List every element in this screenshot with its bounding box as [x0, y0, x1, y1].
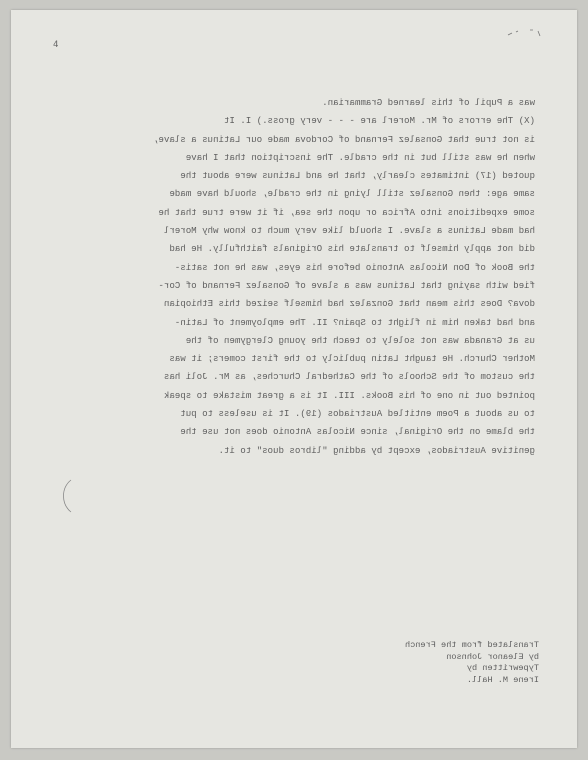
mirrored-body-text [73, 94, 535, 460]
text-line: the custom of the Schools of the Cathedral Churches, as Mr. Joli has [163, 371, 535, 383]
text-line: when he was still but in the cradle. The inscription that I have [185, 151, 535, 163]
bleed-through-stamp [141, 545, 451, 625]
text-line: dova? Does this mean that Gonzalez had himself seized this Ethiopian [163, 298, 535, 310]
credit-line: by Eleanor Johnson [446, 651, 539, 662]
text-line: quoted (17) intimates clearly, that he and Latinus were about the [180, 170, 535, 182]
text-line: same age: then Gonsalez still lying in the cradle, should have made [169, 188, 535, 200]
credit-line: Typewritten by [466, 663, 539, 674]
text-line: pointed out in one of his Books. III. It is a great mistake to speak [163, 389, 535, 401]
text-line: Mother Church. He taught Latin publicly to the first comers; it was [169, 353, 535, 365]
text-line: and had taken him in flight to Spain? II. The employment of Latin- [174, 316, 535, 328]
margin-pencil-mark-icon [56, 478, 76, 514]
text-line: us at Granada was not solely to teach the young Clergymen of the [185, 334, 535, 346]
text-line: to us about a Poem entitled Austriados (19). It is useless to put [180, 408, 535, 420]
text-line: was a Pupil of this learned Grammarian. [322, 97, 535, 108]
text-line: the blame on the Original, since Nicolas Antonio does not use the [180, 426, 535, 438]
corner-mark-icon [506, 27, 546, 39]
credit-line: Irene M. Hall. [466, 674, 539, 685]
credit-line: Translated from the French [404, 640, 539, 650]
page-number: 4 [53, 40, 59, 50]
text-line: (X) The errors of Mr. Morerl are - - - very gross.) I. It [223, 115, 535, 127]
text-line: did not apply himself to translate his Originals faithfully. He had [169, 243, 535, 255]
text-line: genitive Austriados, except by adding "libros duos" to it. [218, 444, 535, 456]
translation-credits [404, 640, 539, 686]
document-page [11, 10, 577, 748]
text-line: some expeditions into Africa or upon the sea, if it were true that he [158, 206, 535, 218]
text-line: fied with saying that Latinus was a slave of Gonsalez Fernand of Cor- [158, 279, 535, 291]
text-line: the Book of Don Nicolas Antonio before his eyes, was he not satis- [174, 261, 535, 273]
text-line: is not true that Gonsalez Fernand of Cordova made our Latinus a slave, [153, 133, 535, 145]
text-line: had made Latinus a slave. I should like very much to know why Morerl [163, 225, 535, 237]
